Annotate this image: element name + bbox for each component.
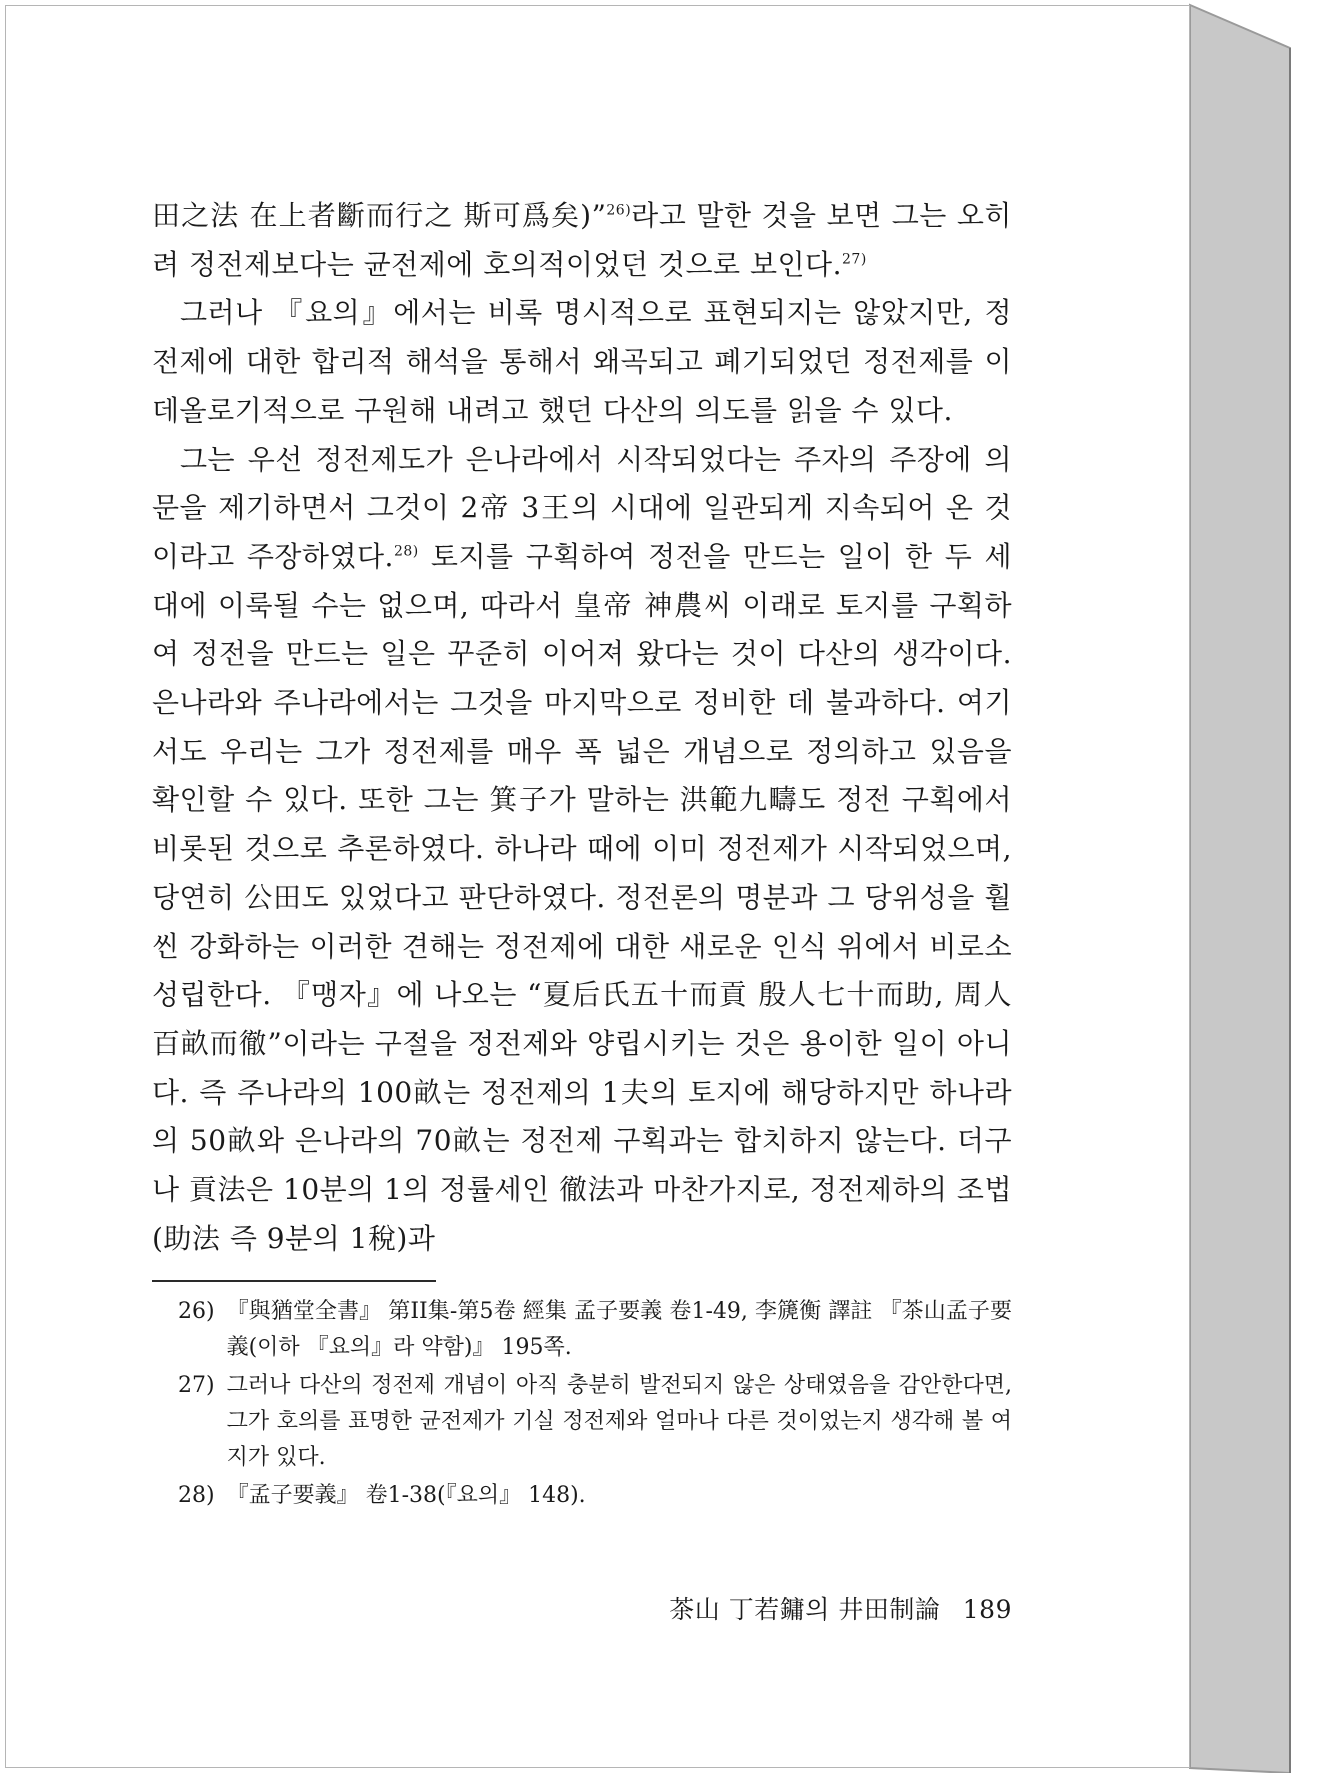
footnote-separator [152, 1280, 436, 1282]
footnote-26 [178, 1294, 1012, 1366]
spine-face [1190, 5, 1290, 1773]
footnote-number: 28) [178, 1483, 215, 1508]
footnote-number: 26) [178, 1299, 215, 1324]
footnote-27 [178, 1368, 1012, 1476]
footnotes [178, 1294, 1012, 1516]
footnote-ref-27[interactable]: 27) [842, 251, 867, 268]
running-head-title: 茶山 丁若鏞의 井田制論 [669, 1595, 941, 1624]
paragraph-3 [152, 436, 1012, 1264]
footnote-text: 『與猶堂全書』 第II集-第5卷 經集 孟子要義 卷1-49, 李篪衡 譯註 『茶山孟子要義(이하 『요의』라 약함)』 195쪽. [226, 1299, 1012, 1360]
paragraph-3-part-b: 토지를 구획하여 정전을 만드는 일이 한 두 세대에 이룩될 수는 없으며, 따라서 皇帝 神農씨 이래로 토지를 구획하여 정전을 만드는 일은 꾸준히 이어져 왔다는 것이 다산의 생각이다. 은나라와 주나라에서는 그것을 마지막으로 정비한 데 불과하다. 여기서도 우리는 그가 정전제를 매우 폭 넓은 개념으로 정의하고 있음을 확인할 수 있다. 또한 그는 箕子가 말하는 洪範九疇도 정전 구획에서 비롯된 것으로 추론하였다. 하나라 때에 이미 정전제가 시작되었으며, 당연히 公田도 있었다고 판단하였다. 정전론의 명분과 그 당위성을 훨씬 강화하는 이러한 견해는 정전제에 대한 새로운 인식 위에서 비로소 성립한다. 『맹자』에 나오는 “夏后氏五十而貢 殷人七十而助, 周人百畝而徹”이라는 구절을 정전제와 양립시키는 것은 용이한 일이 아니다. 즉 주나라의 100畝는 정전제의 1夫의 토지에 해당하지만 하나라의 50畝와 은나라의 70畝는 정전제 구획과는 합치하지 않는다. 더구나 貢法은 10분의 1의 정률세인 徹法과 마찬가지로, 정전제하의 조법(助法 즉 9분의 1稅)과 [152, 539, 1012, 1255]
paragraph-1 [152, 192, 1012, 289]
paragraph-3-part-a: 그는 우선 정전제도가 은나라에서 시작되었다는 주자의 주장에 의문을 제기하면서 그것이 2帝 3王의 시대에 일관되게 지속되어 온 것이라고 주장하였다. [152, 442, 1012, 573]
footnote-ref-28[interactable]: 28) [393, 543, 419, 560]
paragraph-2: 그러나 『요의』에서는 비록 명시적으로 표현되지는 않았지만, 정전제에 대한 합리적 해석을 통해서 왜곡되고 폐기되었던 정전제를 이데올로기적으로 구원해 내려고 했던 다산의 의도를 읽을 수 있다. [152, 296, 1012, 427]
running-head [560, 1590, 1012, 1626]
footnote-number: 27) [178, 1373, 215, 1398]
footnote-28 [178, 1478, 1012, 1514]
page-number: 189 [962, 1595, 1012, 1624]
body-text [152, 192, 1012, 1263]
footnote-text: 그러나 다산의 정전제 개념이 아직 충분히 발전되지 않은 상태였음을 감안한다면, 그가 호의를 표명한 균전제가 기실 정전제와 얼마나 다른 것이었는지 생각해 볼 여지가 있다. [226, 1373, 1012, 1470]
footnote-text: 『孟子要義』 卷1-38(『요의』 148). [226, 1483, 586, 1508]
footnote-ref-26[interactable]: 26) [606, 202, 632, 219]
paragraph-1-part-b: 라고 말한 것을 보면 그는 오히려 정전제보다는 균전제에 호의적이었던 것으로 보인다. [152, 199, 1012, 281]
paragraph-1-part-a: 田之法 在上者斷而行之 斯可爲矣)” [152, 199, 607, 232]
